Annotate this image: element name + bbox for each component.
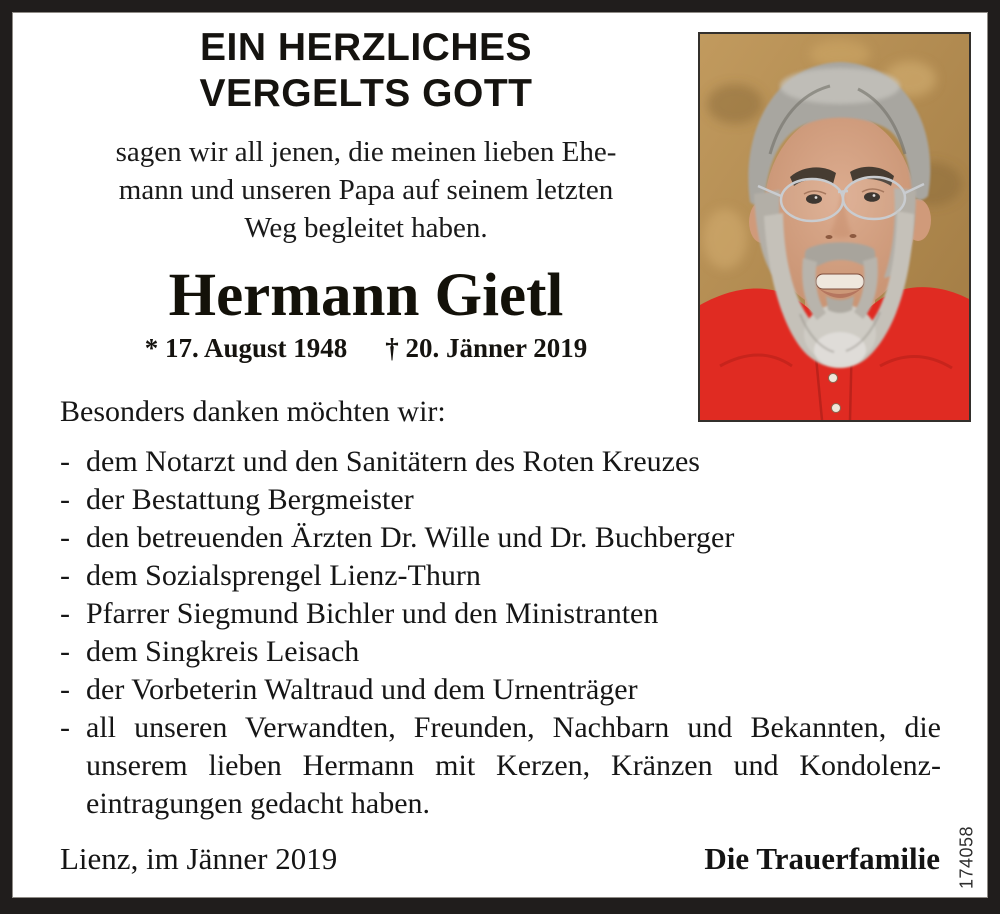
list-bullet: - (60, 445, 70, 478)
obituary-card (13, 13, 987, 897)
footer-row (60, 841, 940, 877)
list-item (60, 557, 941, 595)
list-item-text: den betreuenden Ärzten Dr. Wille und Dr. Buchberger (86, 521, 735, 554)
list-item (60, 481, 941, 519)
list-item-text: Pfarrer Siegmund Bichler und den Ministranten (86, 597, 659, 630)
list-bullet: - (60, 559, 70, 592)
birth-date: * 17. August 1948 (144, 333, 348, 363)
list-item-text: der Vorbeterin Waltraud und dem Urnenträger (86, 673, 638, 706)
death-date: † 20. Jänner 2019 (385, 333, 588, 363)
list-item (60, 633, 941, 671)
list-item (60, 519, 941, 557)
list-item-text: dem Singkreis Leisach (86, 635, 360, 668)
reference-number: 174058 (956, 825, 977, 890)
list-bullet: - (60, 597, 70, 630)
headline-line1: EIN HERZLICHES (199, 26, 533, 69)
place-date: Lienz, im Jänner 2019 (60, 841, 338, 876)
shirt-button (829, 374, 838, 383)
list-item-text: dem Notarzt und den Sanitätern des Roten Kreuzes (86, 445, 700, 478)
intro-line: mann und unseren Papa auf seinem letzten (118, 174, 614, 206)
intro-paragraph (60, 133, 672, 247)
list-item (60, 709, 941, 823)
list-item (60, 443, 941, 481)
headline (60, 25, 672, 117)
list-bullet: - (60, 635, 70, 668)
headline-line2: VERGELTS GOTT (199, 72, 533, 115)
list-item-text: dem Sozialsprengel Lienz-Thurn (86, 559, 481, 592)
intro-line: sagen wir all jenen, die meinen lieben Ehe- (115, 136, 617, 168)
list-item-line: unserem lieben Hermann mit Kerzen, Kränzen und Kondolenz- (86, 749, 941, 782)
deceased-name: Hermann Gietl (168, 262, 564, 329)
intro-line: Weg begleitet haben. (244, 212, 488, 244)
portrait-illustration (700, 34, 969, 420)
thanks-intro: Besonders danken möchten wir: (60, 395, 446, 428)
life-dates (60, 333, 672, 364)
signature: Die Trauerfamilie (704, 841, 940, 876)
list-item (60, 595, 941, 633)
list-bullet: - (60, 673, 70, 706)
announcement-column (60, 25, 672, 364)
list-bullet: - (60, 711, 70, 744)
list-item (60, 671, 941, 709)
list-item-line: all unseren Verwandten, Freunden, Nachbarn und Bekannten, die (86, 711, 941, 744)
list-bullet: - (60, 521, 70, 554)
list-item-text (86, 709, 941, 823)
list-item-text: der Bestattung Bergmeister (86, 483, 414, 516)
list-bullet: - (60, 483, 70, 516)
thanks-section (60, 393, 941, 823)
portrait-photo (698, 32, 971, 422)
list-item-line: eintragungen gedacht haben. (86, 787, 431, 820)
